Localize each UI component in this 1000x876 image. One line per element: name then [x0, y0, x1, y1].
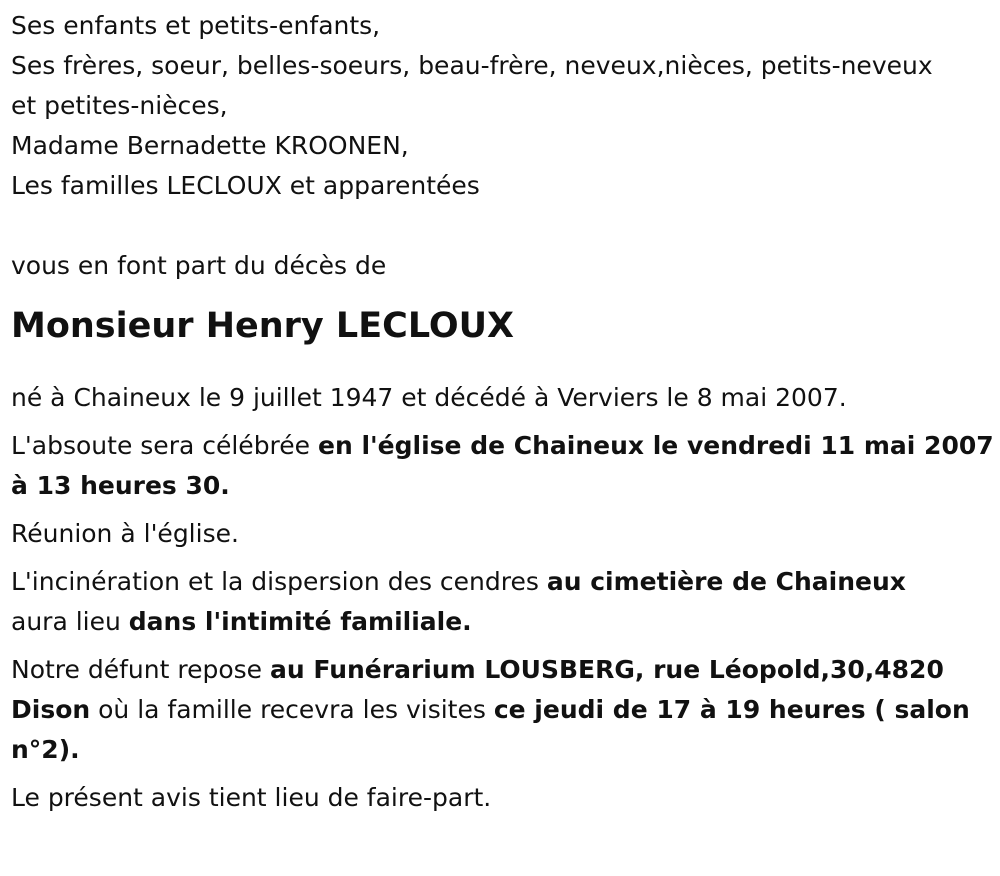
- family-line: Ses frères, soeur, belles-soeurs, beau-frère, neveux,nièces, petits-neveux: [11, 51, 933, 80]
- incineration-intro: L'incinération et la dispersion des cendres: [11, 567, 547, 596]
- deceased-name: Monsieur Henry LECLOUX: [11, 306, 515, 346]
- family-line: Les familles LECLOUX et apparentées: [11, 171, 480, 200]
- incineration-mid: aura lieu: [11, 607, 129, 636]
- announcement-text: vous en font part du décès de: [11, 251, 387, 280]
- incineration-place: au cimetière de Chaineux: [546, 567, 906, 596]
- family-list: [11, 6, 1000, 206]
- absoute-intro: L'absoute sera célébrée: [11, 431, 318, 460]
- closing-text: Le présent avis tient lieu de faire-part.: [11, 783, 492, 812]
- family-line: Ses enfants et petits-enfants,: [11, 11, 381, 40]
- incineration-paragraph: [11, 562, 1000, 642]
- reunion-text: Réunion à l'église.: [11, 519, 239, 548]
- repose-city: Dison: [11, 695, 91, 724]
- family-line: Madame Bernadette KROONEN,: [11, 131, 409, 160]
- repose-salon: n°2).: [11, 735, 80, 764]
- incineration-privacy: dans l'intimité familiale.: [128, 607, 472, 636]
- repose-visits: ce jeudi de 17 à 19 heures ( salon: [493, 695, 970, 724]
- repose-intro: Notre défunt repose: [11, 655, 270, 684]
- absoute-time: à 13 heures 30.: [11, 471, 230, 500]
- absoute-place-date: en l'église de Chaineux le vendredi 11 mai 2007: [318, 431, 994, 460]
- repose-paragraph: [11, 650, 1000, 770]
- repose-mid: où la famille recevra les visites: [90, 695, 494, 724]
- absoute-paragraph: [11, 426, 1000, 506]
- repose-location: au Funérarium LOUSBERG, rue Léopold,30,4820: [269, 655, 944, 684]
- birth-death-text: né à Chaineux le 9 juillet 1947 et décédé à Verviers le 8 mai 2007.: [11, 383, 847, 412]
- family-line: et petites-nièces,: [11, 91, 228, 120]
